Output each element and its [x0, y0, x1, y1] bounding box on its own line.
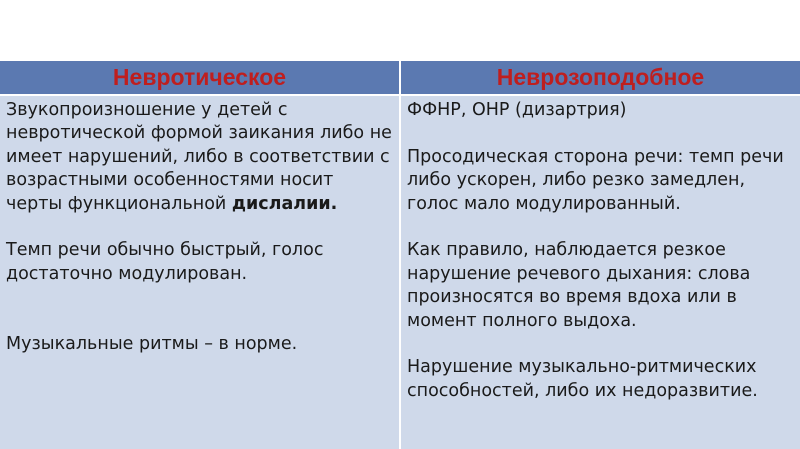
comparison-table: [0, 60, 800, 449]
header-neurosis-like-label: Неврозоподобное: [496, 64, 705, 90]
header-neurotic-label: Невротическое: [112, 64, 287, 90]
neurosis-like-breathing-paragraph: Как правило, наблюдается резкое нарушение речевого дыхания: слова произносятся во время вдоха или в момент полного выдоха.: [407, 240, 751, 331]
neurotic-description-cell: [0, 96, 400, 449]
neurosis-like-prosody-paragraph: Просодическая сторона речи: темп речи либо ускорен, либо резко замедлен, голос мало модулированный.: [407, 146, 784, 214]
header-neurosis-like: [400, 60, 800, 96]
neurotic-pronunciation-text: Звукопроизношение у детей с невротической формой заикания либо не имеет нарушений, либо в соответствии с возрастными особенностями носит черты функциональной: [6, 100, 392, 214]
neurosis-like-rhythm-paragraph: Нарушение музыкально-ритмических способностей, либо их недоразвитие.: [407, 357, 758, 401]
neurotic-dyslalia-term: дислалии.: [231, 193, 338, 214]
neurosis-like-description-cell: [400, 96, 800, 449]
neurotic-tempo-paragraph: Темп речи обычно быстрый, голос достаточно модулирован.: [6, 240, 324, 284]
neurotic-rhythm-paragraph: Музыкальные ритмы – в норме.: [6, 334, 298, 355]
header-neurotic: [0, 60, 400, 96]
neurotic-pronunciation-paragraph: [6, 99, 395, 216]
neurosis-like-diagnosis-paragraph: ФФНР, ОНР (дизартрия): [407, 100, 627, 120]
